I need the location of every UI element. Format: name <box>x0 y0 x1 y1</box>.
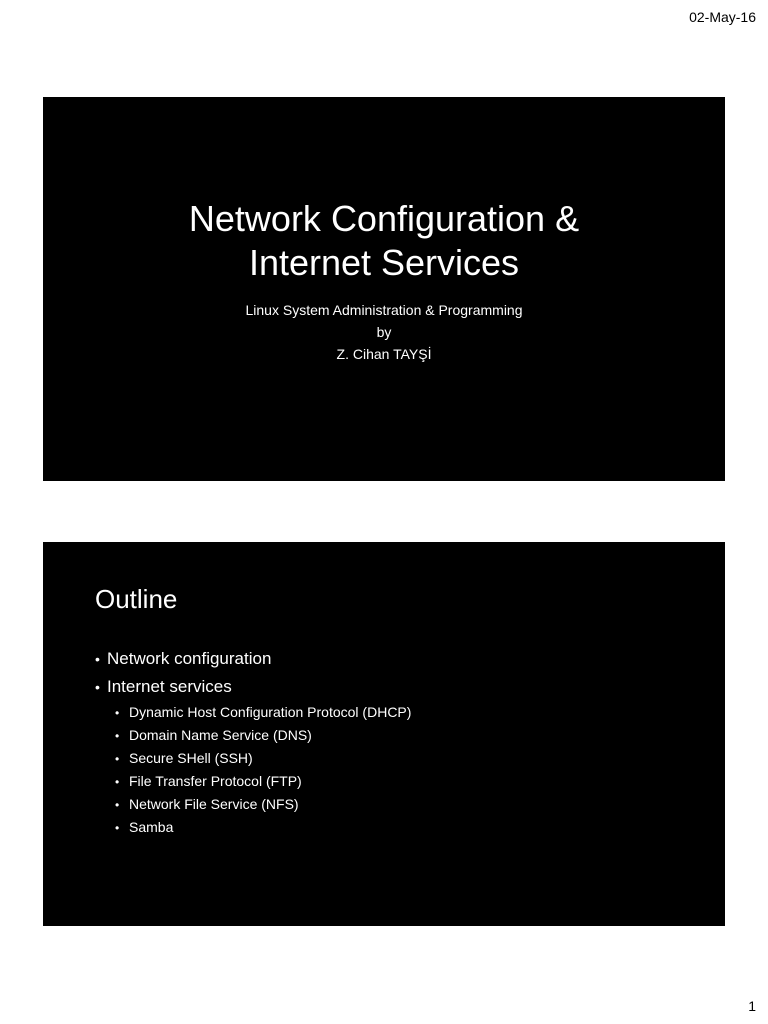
bullet-icon: • <box>95 679 100 695</box>
sub-list-item <box>115 816 411 839</box>
title-slide <box>43 97 725 481</box>
subtitle-by: by <box>376 324 392 340</box>
sub-list-item <box>115 747 411 770</box>
bullet-icon: • <box>115 752 120 766</box>
sub-list-item <box>115 793 411 816</box>
page-number: 1 <box>748 998 756 1014</box>
list-item <box>95 673 411 701</box>
slide-title-line: Internet Services <box>248 242 520 283</box>
list-item-group <box>95 673 411 839</box>
bullet-icon: • <box>115 775 120 789</box>
slide-title <box>43 197 725 285</box>
bullet-icon: • <box>95 651 100 667</box>
sub-list-item-text: Samba <box>129 819 174 835</box>
outline-list <box>95 645 411 839</box>
subtitle-course: Linux System Administration & Programming <box>245 302 523 318</box>
list-item-text: Internet services <box>107 677 232 696</box>
sub-list-item <box>115 701 411 724</box>
sub-list-item <box>115 724 411 747</box>
subtitle-author: Z. Cihan TAYŞİ <box>336 346 432 362</box>
slide-subtitle <box>43 299 725 365</box>
bullet-icon: • <box>115 798 120 812</box>
sub-list-item <box>115 770 411 793</box>
slide-title-line: Network Configuration & <box>188 198 580 239</box>
list-item-text: Network configuration <box>107 649 272 668</box>
bullet-icon: • <box>115 821 120 835</box>
sub-list-item-text: Dynamic Host Configuration Protocol (DHCP) <box>129 704 412 720</box>
outline-slide <box>43 542 725 926</box>
sub-list-item-text: File Transfer Protocol (FTP) <box>129 773 302 789</box>
sub-list-item-text: Network File Service (NFS) <box>129 796 299 812</box>
page-date: 02-May-16 <box>689 9 756 25</box>
bullet-icon: • <box>115 706 120 720</box>
sub-list-item-text: Secure SHell (SSH) <box>129 750 253 766</box>
sub-list-item-text: Domain Name Service (DNS) <box>129 727 312 743</box>
sub-list <box>115 701 411 839</box>
bullet-icon: • <box>115 729 120 743</box>
list-item <box>95 645 411 673</box>
outline-title: Outline <box>95 584 178 614</box>
